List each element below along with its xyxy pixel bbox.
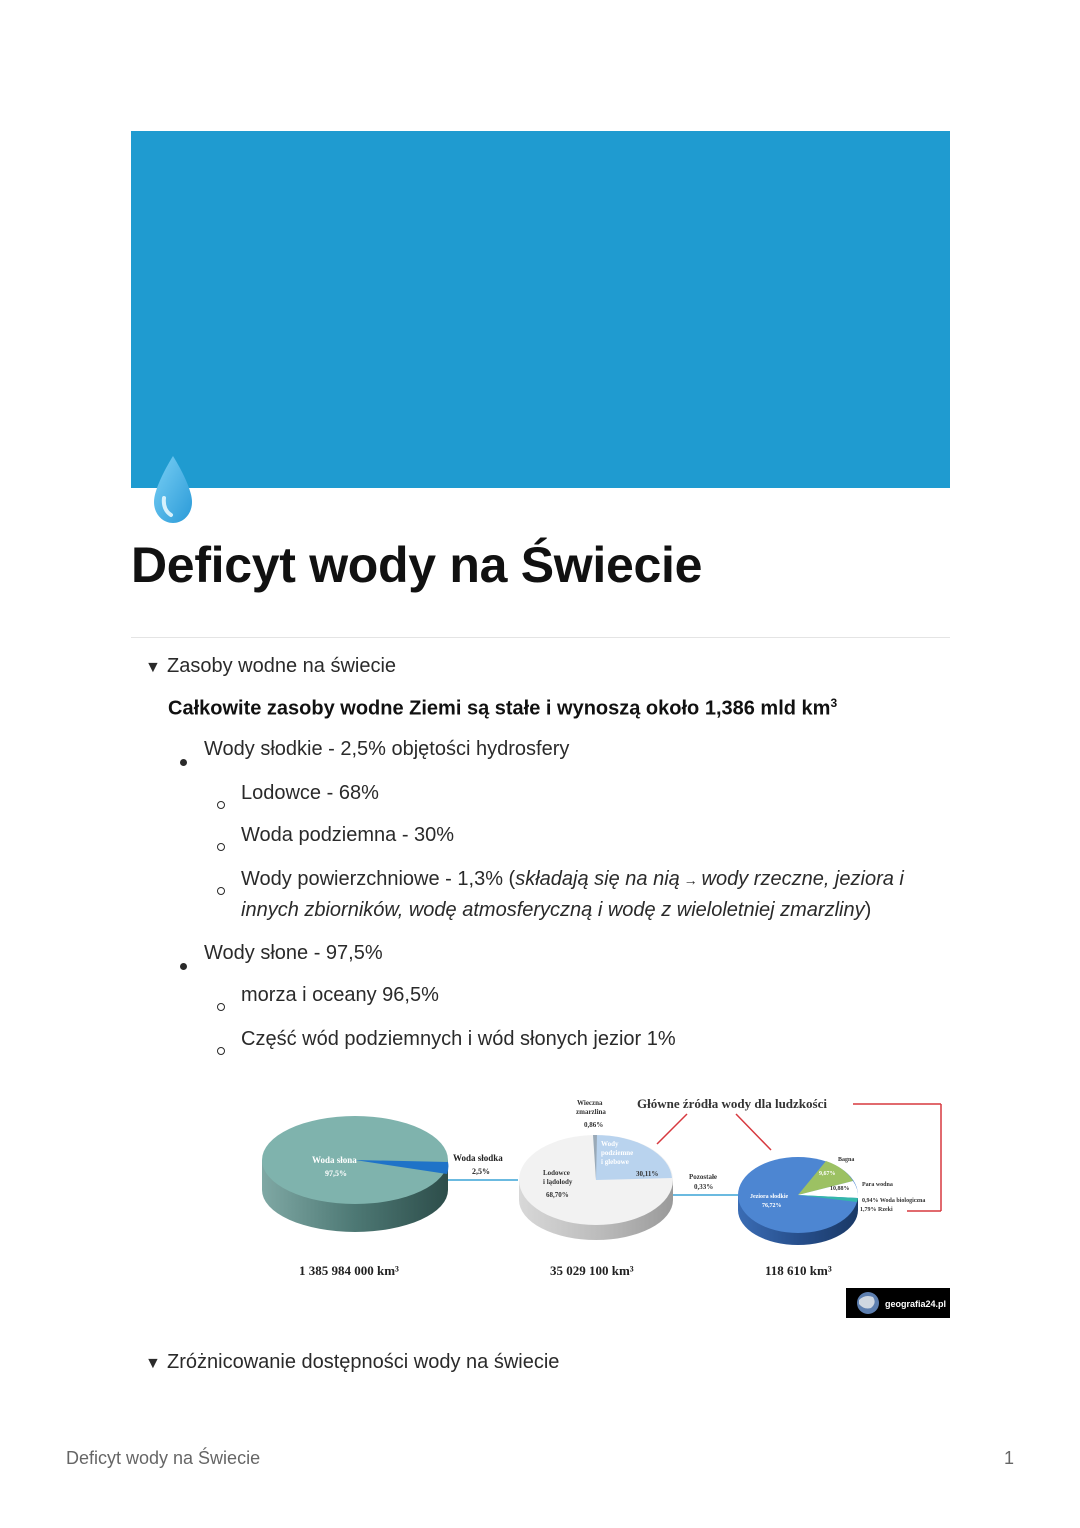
total-all: 1 385 984 000 km³: [299, 1263, 399, 1278]
list-item-salt-lakes: Część wód podziemnych i wód słonych jezior 1%: [241, 1024, 676, 1054]
arrow-line: [657, 1114, 687, 1144]
label-ground-3: i glebowe: [601, 1158, 629, 1166]
label-ice-1: Lodowce: [543, 1169, 570, 1177]
label-lakes: Jeziora słodkie: [750, 1194, 789, 1200]
label-salt-pct: 97,5%: [325, 1169, 347, 1178]
divider: [131, 637, 950, 638]
pie-salt-fresh: [262, 1116, 448, 1232]
cover-image: [131, 131, 950, 488]
label-other-pct: 0,33%: [694, 1183, 714, 1191]
chart-title: Główne źródła wody dla ludzkości: [637, 1096, 827, 1111]
label-vapor-pct: 10,88%: [830, 1186, 850, 1192]
bullet-circle-icon: [217, 1003, 225, 1011]
lead-text: Całkowite zasoby wodne Ziemi są stałe i wynoszą około 1,386 mld $km^3$: [168, 696, 838, 720]
list-item-glaciers: Lodowce - 68%: [241, 778, 379, 808]
water-resources-chart: [255, 1090, 955, 1325]
label-perma-pct: 0,86%: [584, 1121, 604, 1129]
page-number: 1: [1004, 1448, 1015, 1468]
label-perma-1: Wieczna: [577, 1099, 603, 1107]
bullet-circle-icon: [217, 843, 225, 851]
page-title: Deficyt wody na Świecie: [131, 537, 703, 593]
list-item-groundwater: Woda podziemna - 30%: [241, 820, 454, 850]
label-rivers: 1,79% Rzeki: [860, 1207, 893, 1213]
pie-surface-water: [738, 1157, 858, 1245]
footer-title: Deficyt wody na Świecie: [66, 1448, 261, 1468]
total-fresh: 35 029 100 km³: [550, 1263, 634, 1278]
list-item-fresh-water: Wody słodkie - 2,5% objętości hydrosfery: [204, 734, 569, 764]
list-item-seas-oceans: morza i oceany 96,5%: [241, 980, 439, 1010]
arrow-line: [736, 1114, 771, 1150]
label-lakes-pct: 76,72%: [762, 1203, 782, 1209]
source-label: geografia24.pl: [885, 1299, 947, 1309]
bullet-circle-icon: [217, 1047, 225, 1055]
toggle-triangle-icon[interactable]: ▼: [145, 659, 161, 676]
bullet-circle-icon: [217, 887, 225, 895]
label-ground-2: podziemne: [601, 1149, 634, 1157]
label-perma-2: zmarzlina: [576, 1108, 606, 1116]
label-vapor: Para wodna: [862, 1182, 893, 1188]
list-item-salt-water: Wody słone - 97,5%: [204, 938, 383, 968]
toggle-water-availability[interactable]: [145, 1351, 559, 1374]
label-bio: 0,94% Woda biologiczna: [862, 1198, 926, 1204]
bullet-icon: [180, 759, 187, 766]
label-ice-2: i lądolody: [543, 1178, 573, 1186]
toggle-label: Zasoby wodne na świecie: [167, 655, 397, 677]
label-fresh: Woda słodka: [453, 1153, 503, 1163]
label-ice-pct: 68,70%: [546, 1191, 569, 1199]
list-item-surface-water-cont: innych zbiorników, wodę atmosferyczną i wodę z wieloletniej zmarzliny): [241, 899, 872, 921]
label-fresh-pct: 2,5%: [472, 1167, 490, 1176]
toggle-water-resources[interactable]: [145, 655, 396, 678]
bullet-icon: [180, 963, 187, 970]
label-ground-1: Wody: [601, 1140, 619, 1148]
pie-fresh-breakdown: [519, 1135, 673, 1240]
label-salt: Woda słona: [312, 1155, 357, 1165]
water-drop-icon: [150, 454, 196, 526]
total-surface: 118 610 km³: [765, 1263, 832, 1278]
label-other: Pozostałe: [689, 1173, 717, 1181]
toggle-label: Zróżnicowanie dostępności wody na świecie: [167, 1351, 560, 1373]
label-swamps: Bagna: [838, 1157, 855, 1163]
label-swamps-pct: 9,67%: [819, 1171, 836, 1177]
bullet-circle-icon: [217, 801, 225, 809]
label-ground-pct: 30,11%: [636, 1170, 659, 1178]
list-item-surface-water: Wody powierzchniowe - 1,3% (składają się na nią → wody rzeczne, jeziora i: [241, 864, 904, 895]
toggle-triangle-icon[interactable]: ▼: [145, 1355, 161, 1372]
